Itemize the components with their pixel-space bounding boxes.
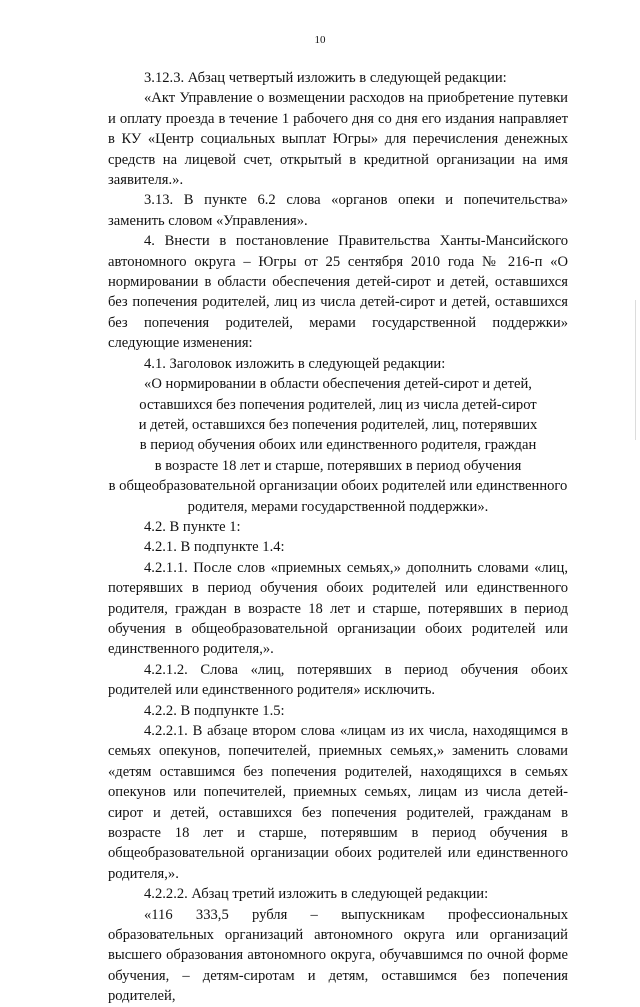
page-number: 10 — [314, 34, 326, 46]
paragraph-116-amount: «116 333,5 рубля – выпускникам профессиональных образовательных организаций автономного округа или организаций высшего образования автономного округа, обучавшимся по очной форме обучения, – детям-сиротам и детям, оставшимся без попечения родителей, — [108, 906, 568, 1005]
paragraph-4-2-1-2: 4.2.1.2. Слова «лиц, потерявших в период обучения обоих родителей или единственного родителя» исключить. — [108, 661, 568, 699]
paragraph-3-13: 3.13. В пункте 6.2 слова «органов опеки и попечительства» заменить словом «Управления». — [108, 192, 568, 229]
title-line: в период обучения обоих или единственного родителя, граждан — [139, 437, 537, 454]
document-body — [108, 68, 568, 1007]
paragraph-4-2-2: 4.2.2. В подпункте 1.5: — [144, 702, 285, 719]
title-line: родителя, мерами государственной поддержки». — [187, 498, 489, 515]
paragraph-3-12-3: 3.12.3. Абзац четвертый изложить в следующей редакции: — [144, 70, 507, 86]
paragraph-4-2-2-2: 4.2.2.2. Абзац третий изложить в следующей редакции: — [144, 886, 489, 903]
paragraph-4-2-2-1: 4.2.2.1. В абзаце втором слова «лицам из их числа, находящимся в семьях опекунов, попечителей, приемных семьях,» заменить словами «детям оставшимся без попечения родителей, находящихся в семьях опекунов или попечителей, приемных семьях, лицам из числа детей-сирот и детей, оставшихся без попечения родителей, гражданам в возрасте 18 лет и старше, потерявшим в период обучения в общеобразовательной организации обоих родителей или единственного родителя,». — [108, 723, 568, 882]
new-title-block — [108, 374, 568, 517]
paragraph-act-text: «Акт Управление о возмещении расходов на приобретение путевки и оплату проезда в течение 1 рабочего дня со дня его издания направляет в КУ «Центр социальных выплат Югры» для перечисления денежных средств на лицевой счет, открытый в кредитной организации на имя заявителя.». — [108, 90, 568, 189]
paragraph-4-2-1-1: 4.2.1.1. После слов «приемных семьях,» дополнить словами «лиц, потерявших в период обучения обоих родителей или единственного родителя, граждан в возрасте 18 лет и старше, потерявших в период обучения в общеобразовательной организации обоих родителей или единственного родителя,». — [108, 559, 568, 658]
paragraph-4-2: 4.2. В пункте 1: — [144, 518, 241, 535]
paragraph-4-1: 4.1. Заголовок изложить в следующей редакции: — [144, 355, 446, 372]
scan-edge-mark — [635, 300, 636, 440]
title-line: в общеобразовательной организации обоих родителей или единственного — [108, 478, 568, 495]
paragraph-4-2-1: 4.2.1. В подпункте 1.4: — [144, 539, 285, 556]
title-line: и детей, оставшихся без попечения родителей, лиц, потерявших — [138, 416, 538, 433]
title-line: оставшихся без попечения родителей, лиц из числа детей-сирот — [139, 396, 537, 413]
title-line: «О нормировании в области обеспечения детей-сирот и детей, — [144, 376, 532, 393]
title-line: в возрасте 18 лет и старше, потерявших в период обучения — [154, 457, 522, 474]
paragraph-4: 4. Внести в постановление Правительства Ханты-Мансийского автономного округа – Югры от 25 сентября 2010 года № 216-п «О нормировании в области обеспечения детей-сирот и детей, оставшихся без попечения родителей, лиц из числа детей-сирот и детей, оставшихся без попечения родителей, мерами государственной поддержки» следующие изменения: — [108, 233, 568, 352]
